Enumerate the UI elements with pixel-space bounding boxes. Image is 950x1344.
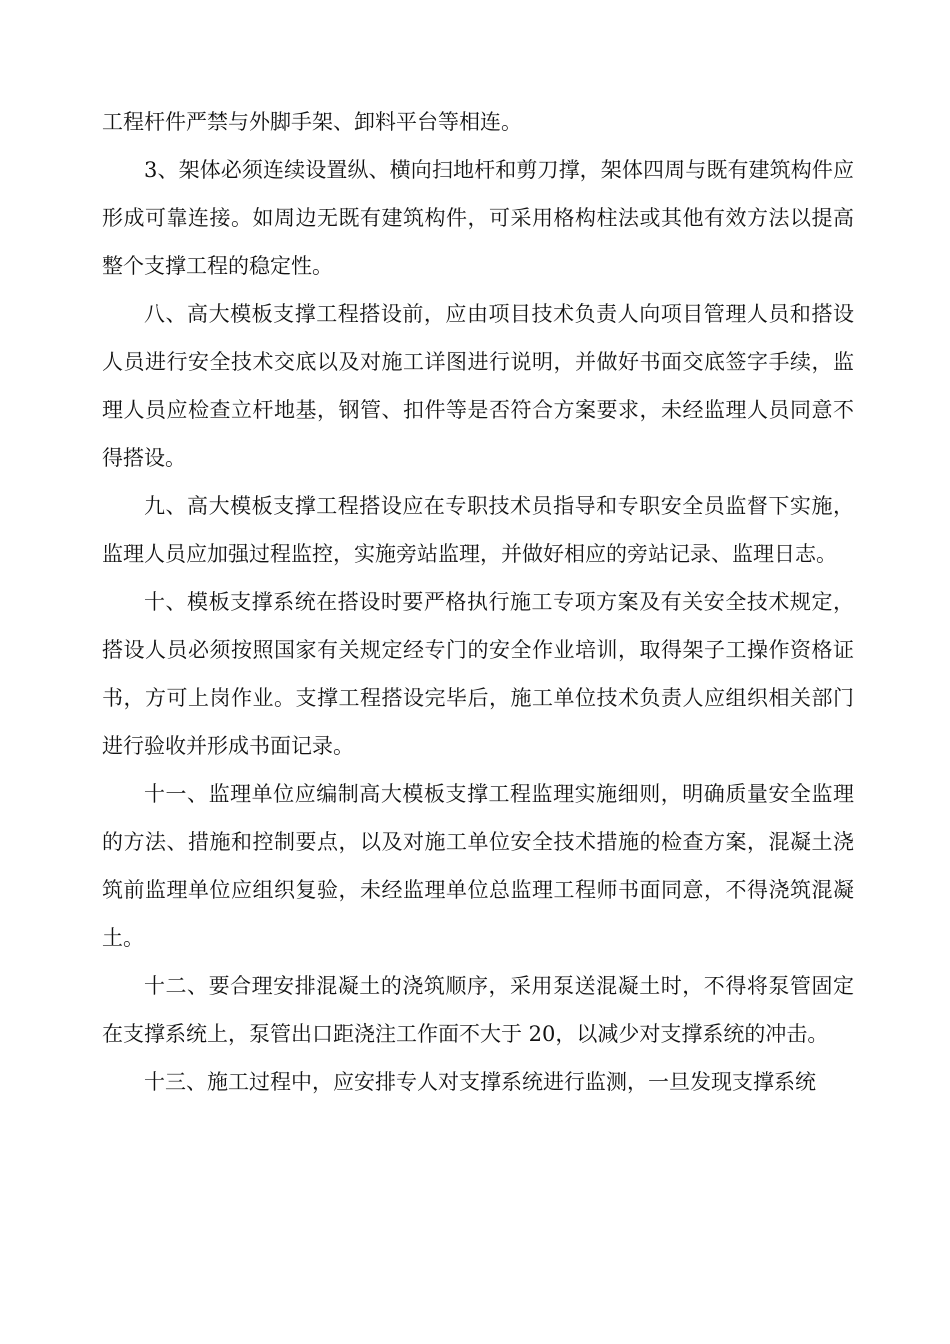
paragraph-3: 八、高大模板支撑工程搭设前，应由项目技术负责人向项目管理人员和搭设人员进行安全技术交底以及对施工详图进行说明，并做好书面交底签字手续，监理人员应检查立杆地基，钢管、扣件等是否符合方案要求，未经监理人员同意不得搭设。: [102, 302, 854, 470]
paragraph-5: 十、模板支撑系统在搭设时要严格执行施工专项方案及有关安全技术规定，搭设人员必须按照国家有关规定经专门的安全作业培训，取得架子工操作资格证书，方可上岗作业。支撑工程搭设完毕后，施工单位技术负责人应组织相关部门进行验收并形成书面记录。: [102, 590, 854, 758]
document-body: [102, 98, 854, 1106]
paragraph-7: 十二、要合理安排混凝土的浇筑顺序，采用泵送混凝土时，不得将泵管固定在支撑系统上，泵管出口距浇注工作面不大于 20，以减少对支撑系统的冲击。: [102, 974, 854, 1046]
paragraph-8: 十三、施工过程中，应安排专人对支撑系统进行监测，一旦发现支撑系统: [144, 1070, 816, 1094]
paragraph-2: 3、架体必须连续设置纵、横向扫地杆和剪刀撑，架体四周与既有建筑构件应形成可靠连接。如周边无既有建筑构件，可采用格构柱法或其他有效方法以提高整个支撑工程的稳定性。: [102, 158, 854, 278]
paragraph-1: 工程杆件严禁与外脚手架、卸料平台等相连。: [102, 110, 522, 134]
paragraph-6: 十一、监理单位应编制高大模板支撑工程监理实施细则，明确质量安全监理的方法、措施和控制要点，以及对施工单位安全技术措施的检查方案，混凝土浇筑前监理单位应组织复验，未经监理单位总监理工程师书面同意，不得浇筑混凝土。: [102, 782, 854, 950]
paragraph-4: 九、高大模板支撑工程搭设应在专职技术员指导和专职安全员监督下实施，监理人员应加强过程监控，实施旁站监理，并做好相应的旁站记录、监理日志。: [102, 494, 854, 566]
